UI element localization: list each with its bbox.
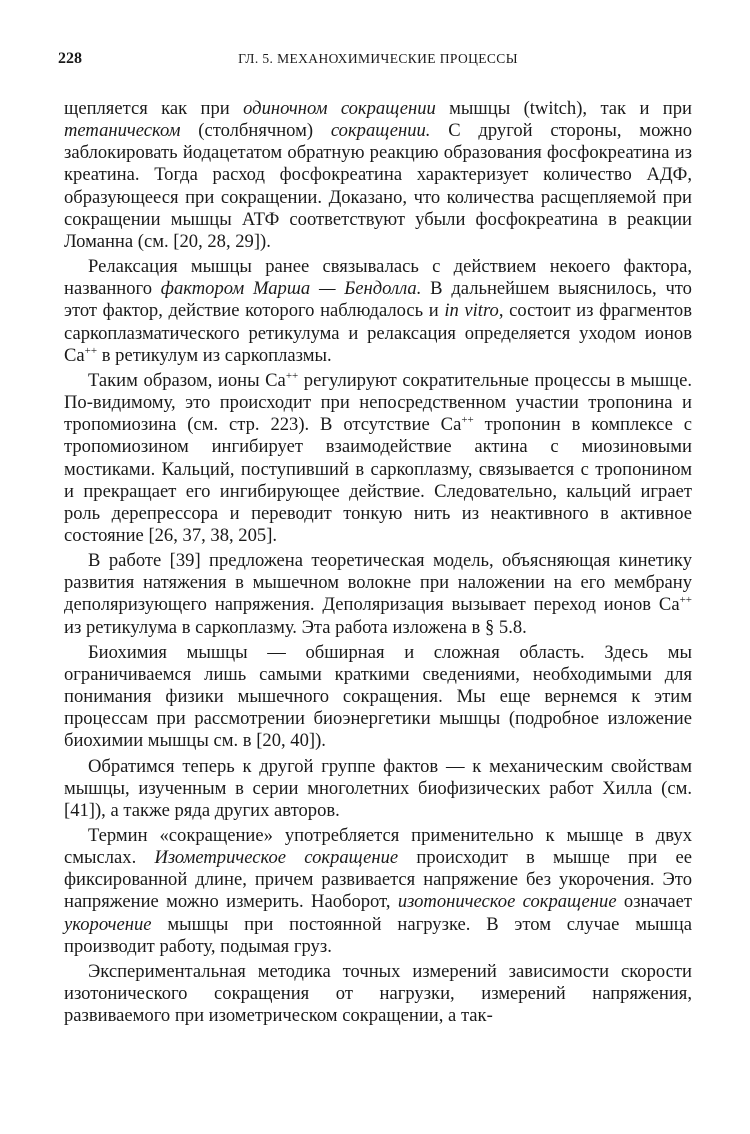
paragraph (64, 825, 692, 958)
text-segment: мышцы при постоянной нагрузке. В этом случае мышца производит работу, подымая груз. (64, 913, 692, 957)
paragraph (64, 550, 692, 639)
italic-text: Изометрическое сокращение (154, 847, 399, 869)
superscript: ++ (461, 414, 474, 427)
text-segment: (столбнячном) (180, 120, 331, 142)
italic-text: укорочение (64, 913, 152, 935)
text-segment: означает (616, 891, 692, 913)
paragraph (64, 756, 692, 822)
superscript: ++ (84, 344, 98, 357)
italic-text: тетаническом (64, 120, 181, 142)
text-segment: щепляется как при (64, 98, 244, 119)
text-segment: Термин «сокращение» употребляется применительно к мышце в двух смыслах. (64, 825, 692, 869)
text-segment: С другой стороны, можно заблокировать йодацетатом обратную реакцию образования фосфокреатина из креатина. Тогда расход фосфокреатина характеризует количество АДФ, образующееся при сокращении. Доказано, что количества расщепляемой при сокращении мышцы АТФ соответствуют убыли фосфокреатина в реакции Ломанна (см. [20, 28, 29]). (64, 120, 692, 252)
text-segment: Экспериментальная методика точных измерений зависимости скорости изотонического сокращения от нагрузки, измерений напряжения, развиваемого при изометрическом сокращении, а так- (64, 960, 692, 1027)
page-number: 228 (58, 50, 82, 67)
text-segment: мышцы (twitch), так и при (435, 98, 692, 119)
paragraph (64, 98, 692, 253)
italic-text: сокращении. (330, 120, 431, 142)
chapter-title: ГЛ. 5. МЕХАНОХИМИЧЕСКИЕ ПРОЦЕССЫ (238, 51, 518, 66)
text-segment: В работе [39] предложена теоретическая модель, объясняющая кинетику развития натяжения в мышечном волокне при наложении на его мембрану деполяризующего напряжения. Деполяризация вызывает переход ионов Ca (64, 550, 692, 616)
paragraph (64, 370, 692, 547)
paragraph (64, 961, 692, 1027)
text-segment: Таким образом, ионы Ca (88, 369, 286, 391)
text-segment: в ретикулум из саркоплазмы. (97, 344, 332, 366)
running-header (58, 50, 692, 72)
superscript: ++ (285, 369, 299, 382)
book-page (58, 50, 692, 1030)
paragraph (64, 256, 692, 367)
paragraph (64, 642, 692, 753)
italic-text: изотоническое сокращение (397, 891, 617, 913)
italic-text: одиночном сокращении (243, 98, 436, 119)
italic-text: in vitro (444, 300, 499, 322)
text-segment: регулируют сократительные процессы в мышце. По-видимому, это происходит при непосредственном участии тропонина и тропомиозина (см. стр. 223). В отсутствие Ca (64, 369, 692, 436)
text-segment: Релаксация мышцы ранее связывалась с действием некоего фактора, названного (64, 256, 692, 300)
text-segment: происходит в мышце при ее фиксированной длине, причем развивается напряжение без укорочения. Это напряжение можно измерить. Наоборот, (64, 847, 692, 913)
text-segment: из ретикулума в саркоплазму. Эта работа изложена в § 5.8. (64, 616, 527, 638)
body-text (64, 98, 692, 1027)
text-segment: , состоит из фрагментов саркоплазматического ретикулума и релаксация определяется уходом ионов Ca (64, 300, 692, 366)
superscript: ++ (679, 594, 692, 607)
text-segment: тропонин в комплексе с тропомиозином ингибирует взаимодействие актина с миозиновыми мостиками. Кальций, поступивший в саркоплазму, связывается с тропонином и прекращает его ингибирующее действие. Следовательно, кальций играет роль дерепрессора и переводит тонкую нить из неактивного в активное состояние [26, 37, 38, 205]. (64, 414, 692, 546)
text-segment: Биохимия мышцы — обширная и сложная область. Здесь мы ограничиваемся лишь самыми краткими сведениями, необходимыми для понимания физики мышечного сокращения. Мы еще вернемся к этим процессам при рассмотрении биоэнергетики мышцы (подробное изложение биохимии мышцы см. в [20, 40]). (64, 641, 692, 752)
text-segment: Обратимся теперь к другой группе фактов — к механическим свойствам мышцы, изученным в серии многолетних биофизических работ Хилла (см. [41]), а также ряда других авторов. (64, 755, 692, 821)
italic-text: фактором Марша — Бендолла. (160, 278, 422, 300)
text-segment: В дальнейшем выяснилось, что этот фактор, действие которого наблюдалось и (64, 278, 692, 322)
